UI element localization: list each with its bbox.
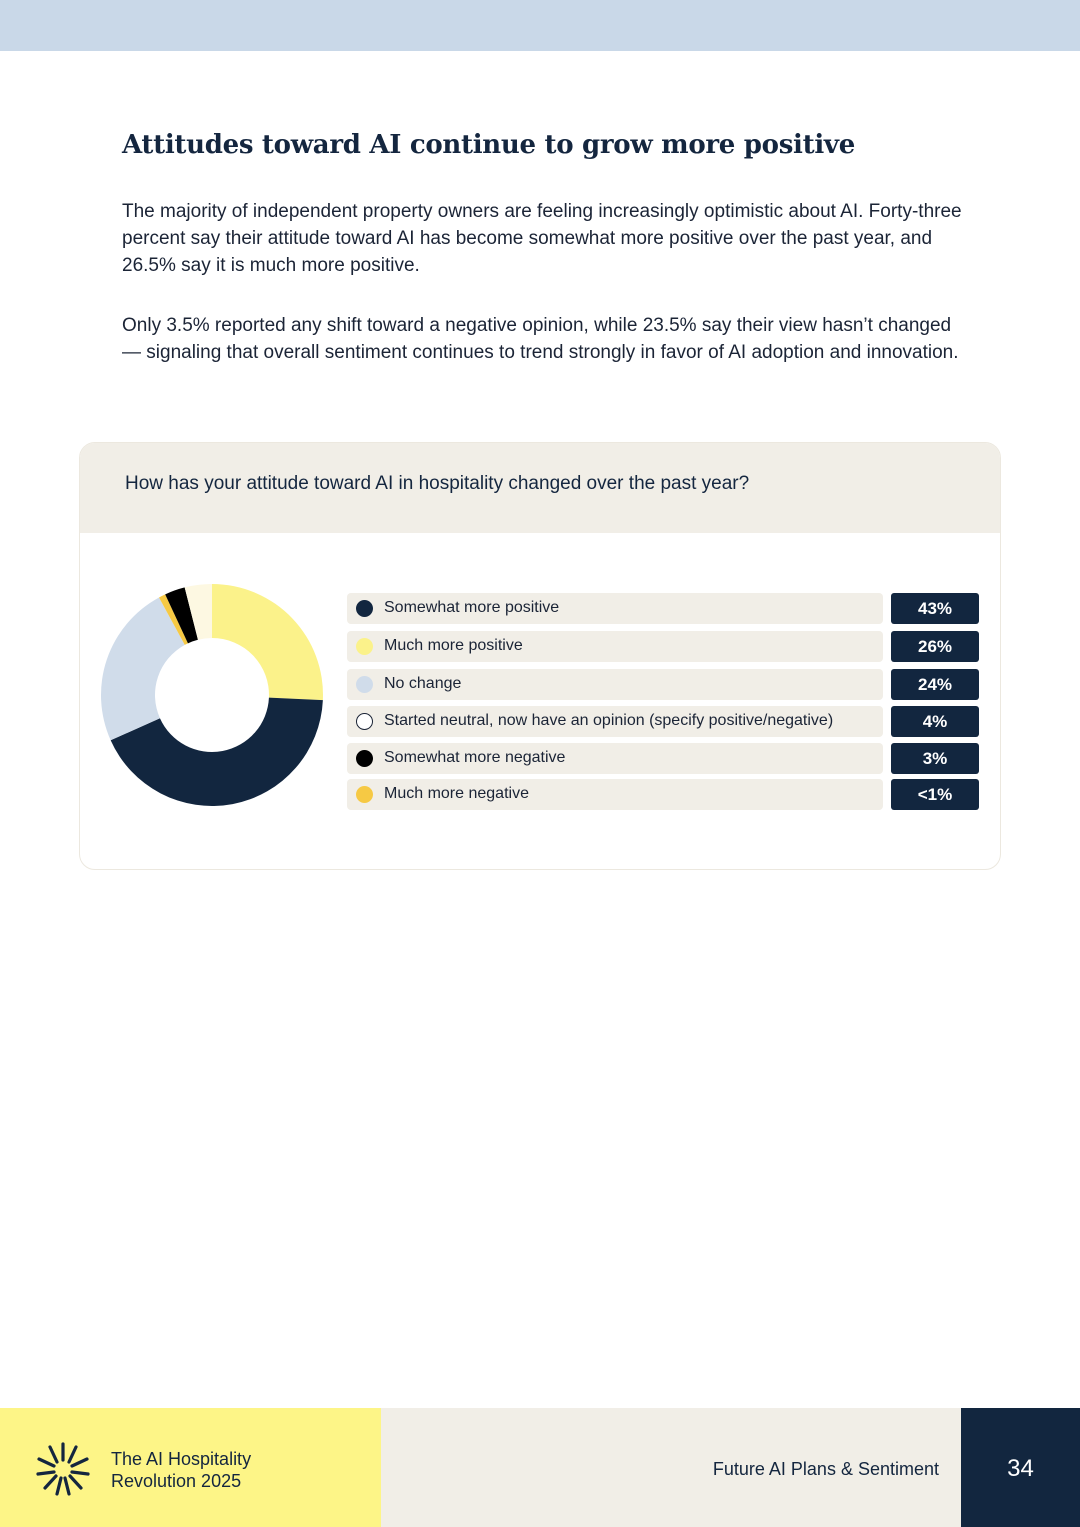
second-paragraph: Only 3.5% reported any shift toward a negative opinion, while 23.5% say their view hasn’t changed — signaling that overall sentiment continues to trend strongly in favor of AI adoption and innovation. (122, 315, 959, 363)
legend-bar (347, 669, 883, 700)
legend-row (347, 669, 979, 700)
percent-badge: 3% (891, 743, 979, 774)
footer-section-panel (381, 1408, 961, 1527)
chart-question: How has your attitude toward AI in hospitality changed over the past year? (125, 473, 750, 494)
legend-row (347, 743, 979, 774)
percent-badge: 43% (891, 593, 979, 624)
brand-line-2: Revolution 2025 (111, 1471, 242, 1491)
legend-swatch (356, 750, 373, 767)
legend-swatch (356, 676, 373, 693)
legend-swatch (356, 713, 373, 730)
legend-row (347, 706, 979, 737)
donut-chart (99, 582, 325, 808)
page-title: Attitudes toward AI continue to grow more positive (122, 130, 855, 160)
donut-slice-much-more-positive (212, 584, 323, 700)
footer-section-name: Future AI Plans & Sentiment (712, 1459, 939, 1479)
page-number: 34 (1007, 1455, 1034, 1482)
footer-brand-panel (0, 1408, 381, 1527)
legend-swatch (356, 600, 373, 617)
intro-paragraph: The majority of independent property owners are feeling increasingly optimistic about AI. Forty-three percent say their attitude toward AI has become somewhat more positive over the past year, and 26.5% say it is much more positive. (122, 201, 962, 276)
percent-badge: 24% (891, 669, 979, 700)
legend-bar (347, 779, 883, 810)
legend-swatch (356, 786, 373, 803)
top-band (0, 0, 1080, 51)
chart-card (79, 442, 1001, 870)
brand-line-1: The AI Hospitality (111, 1449, 252, 1469)
legend-label: Much more positive (384, 637, 523, 654)
legend-swatch (356, 638, 373, 655)
legend-bar (347, 706, 883, 737)
percent-badge: 26% (891, 631, 979, 662)
legend-row (347, 631, 979, 662)
legend-bar (347, 631, 883, 662)
footer-page-panel (961, 1408, 1080, 1527)
legend-row (347, 593, 979, 624)
starburst-logo-icon (34, 1441, 92, 1497)
legend-label: Started neutral, now have an opinion (specify positive/negative) (384, 712, 834, 729)
percent-badge: 4% (891, 706, 979, 737)
legend-bar (347, 593, 883, 624)
percent-badge: <1% (891, 779, 979, 810)
legend-label: No change (384, 675, 462, 692)
footer-brand (111, 1448, 251, 1492)
legend-label: Somewhat more positive (384, 599, 560, 616)
legend-row (347, 779, 979, 810)
legend-bar (347, 743, 883, 774)
chart-card-header (80, 443, 1000, 533)
legend-label: Much more negative (384, 785, 529, 802)
legend-label: Somewhat more negative (384, 749, 566, 766)
